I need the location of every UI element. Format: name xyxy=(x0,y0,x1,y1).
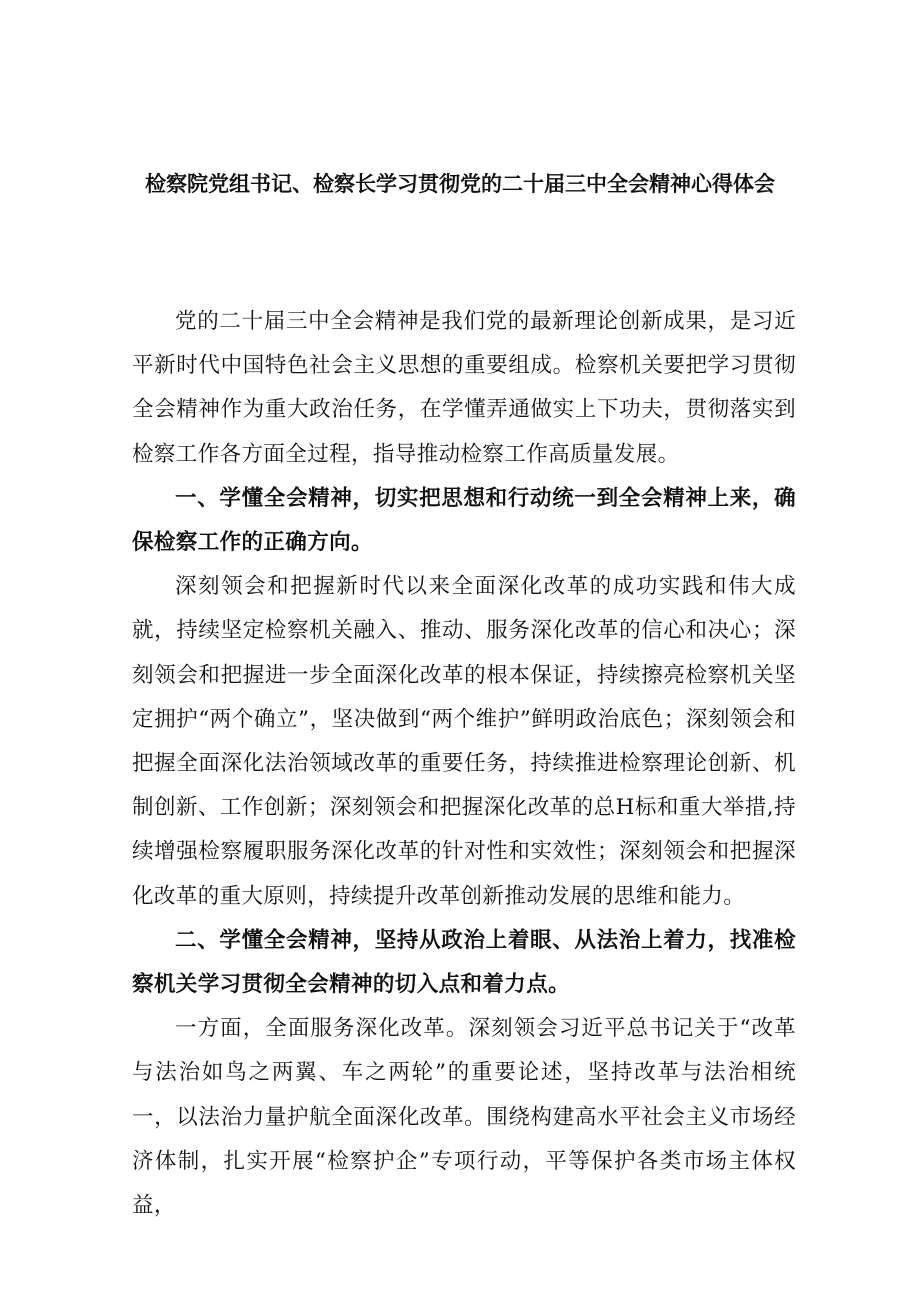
paragraph-section-2: 一方面，全面服务深化改革。深刻领会习近平总书记关于“改革与法治如鸟之两翼、车之两轮”的重要论述，坚持改革与法治相统一，以法治力量护航全面深化改革。围绕构建高水平社会主义市场经济体制，扎实开展“检察护企”专项行动，平等保护各类市场主体权益， xyxy=(132,1016,796,1219)
section-heading-1: 一、学懂全会精神，切实把思想和行动统一到全会精神上来，确保检察工作的正确方向。 xyxy=(132,485,796,556)
document-title: 检察院党组书记、检察长学习贯彻党的二十届三中全会精神心得体会 xyxy=(145,171,775,196)
document-body xyxy=(132,300,796,1228)
paragraph-section-1: 深刻领会和把握新时代以来全面深化改革的成功实践和伟大成就，持续坚定检察机关融入、推动、服务深化改革的信心和决心；深刻领会和把握进一步全面深化改革的根本保证，持续擦亮检察机关坚定拥护“两个确立”，坚决做到“两个维护”鲜明政治底色；深刻领会和把握全面深化法治领域改革的重要任务，持续推进检察理论创新、机制创新、工作创新；深刻领会和把握深化改革的总H标和重大举措,持续增强检察履职服务深化改革的针对性和实效性；深刻领会和把握深化改革的重大原则，持续提升改革创新推动发展的思维和能力。 xyxy=(132,574,796,909)
paragraph-intro: 党的二十届三中全会精神是我们党的最新理论创新成果，是习近平新时代中国特色社会主义思想的重要组成。检察机关要把学习贯彻全会精神作为重大政治任务，在学懂弄通做实上下功夫，贯彻落实到检察工作各方面全过程，指导推动检察工作高质量发展。 xyxy=(132,309,796,467)
section-heading-2: 二、学懂全会精神，坚持从政治上着眼、从法治上着力，找准检察机关学习贯彻全会精神的切入点和着力点。 xyxy=(132,927,796,998)
